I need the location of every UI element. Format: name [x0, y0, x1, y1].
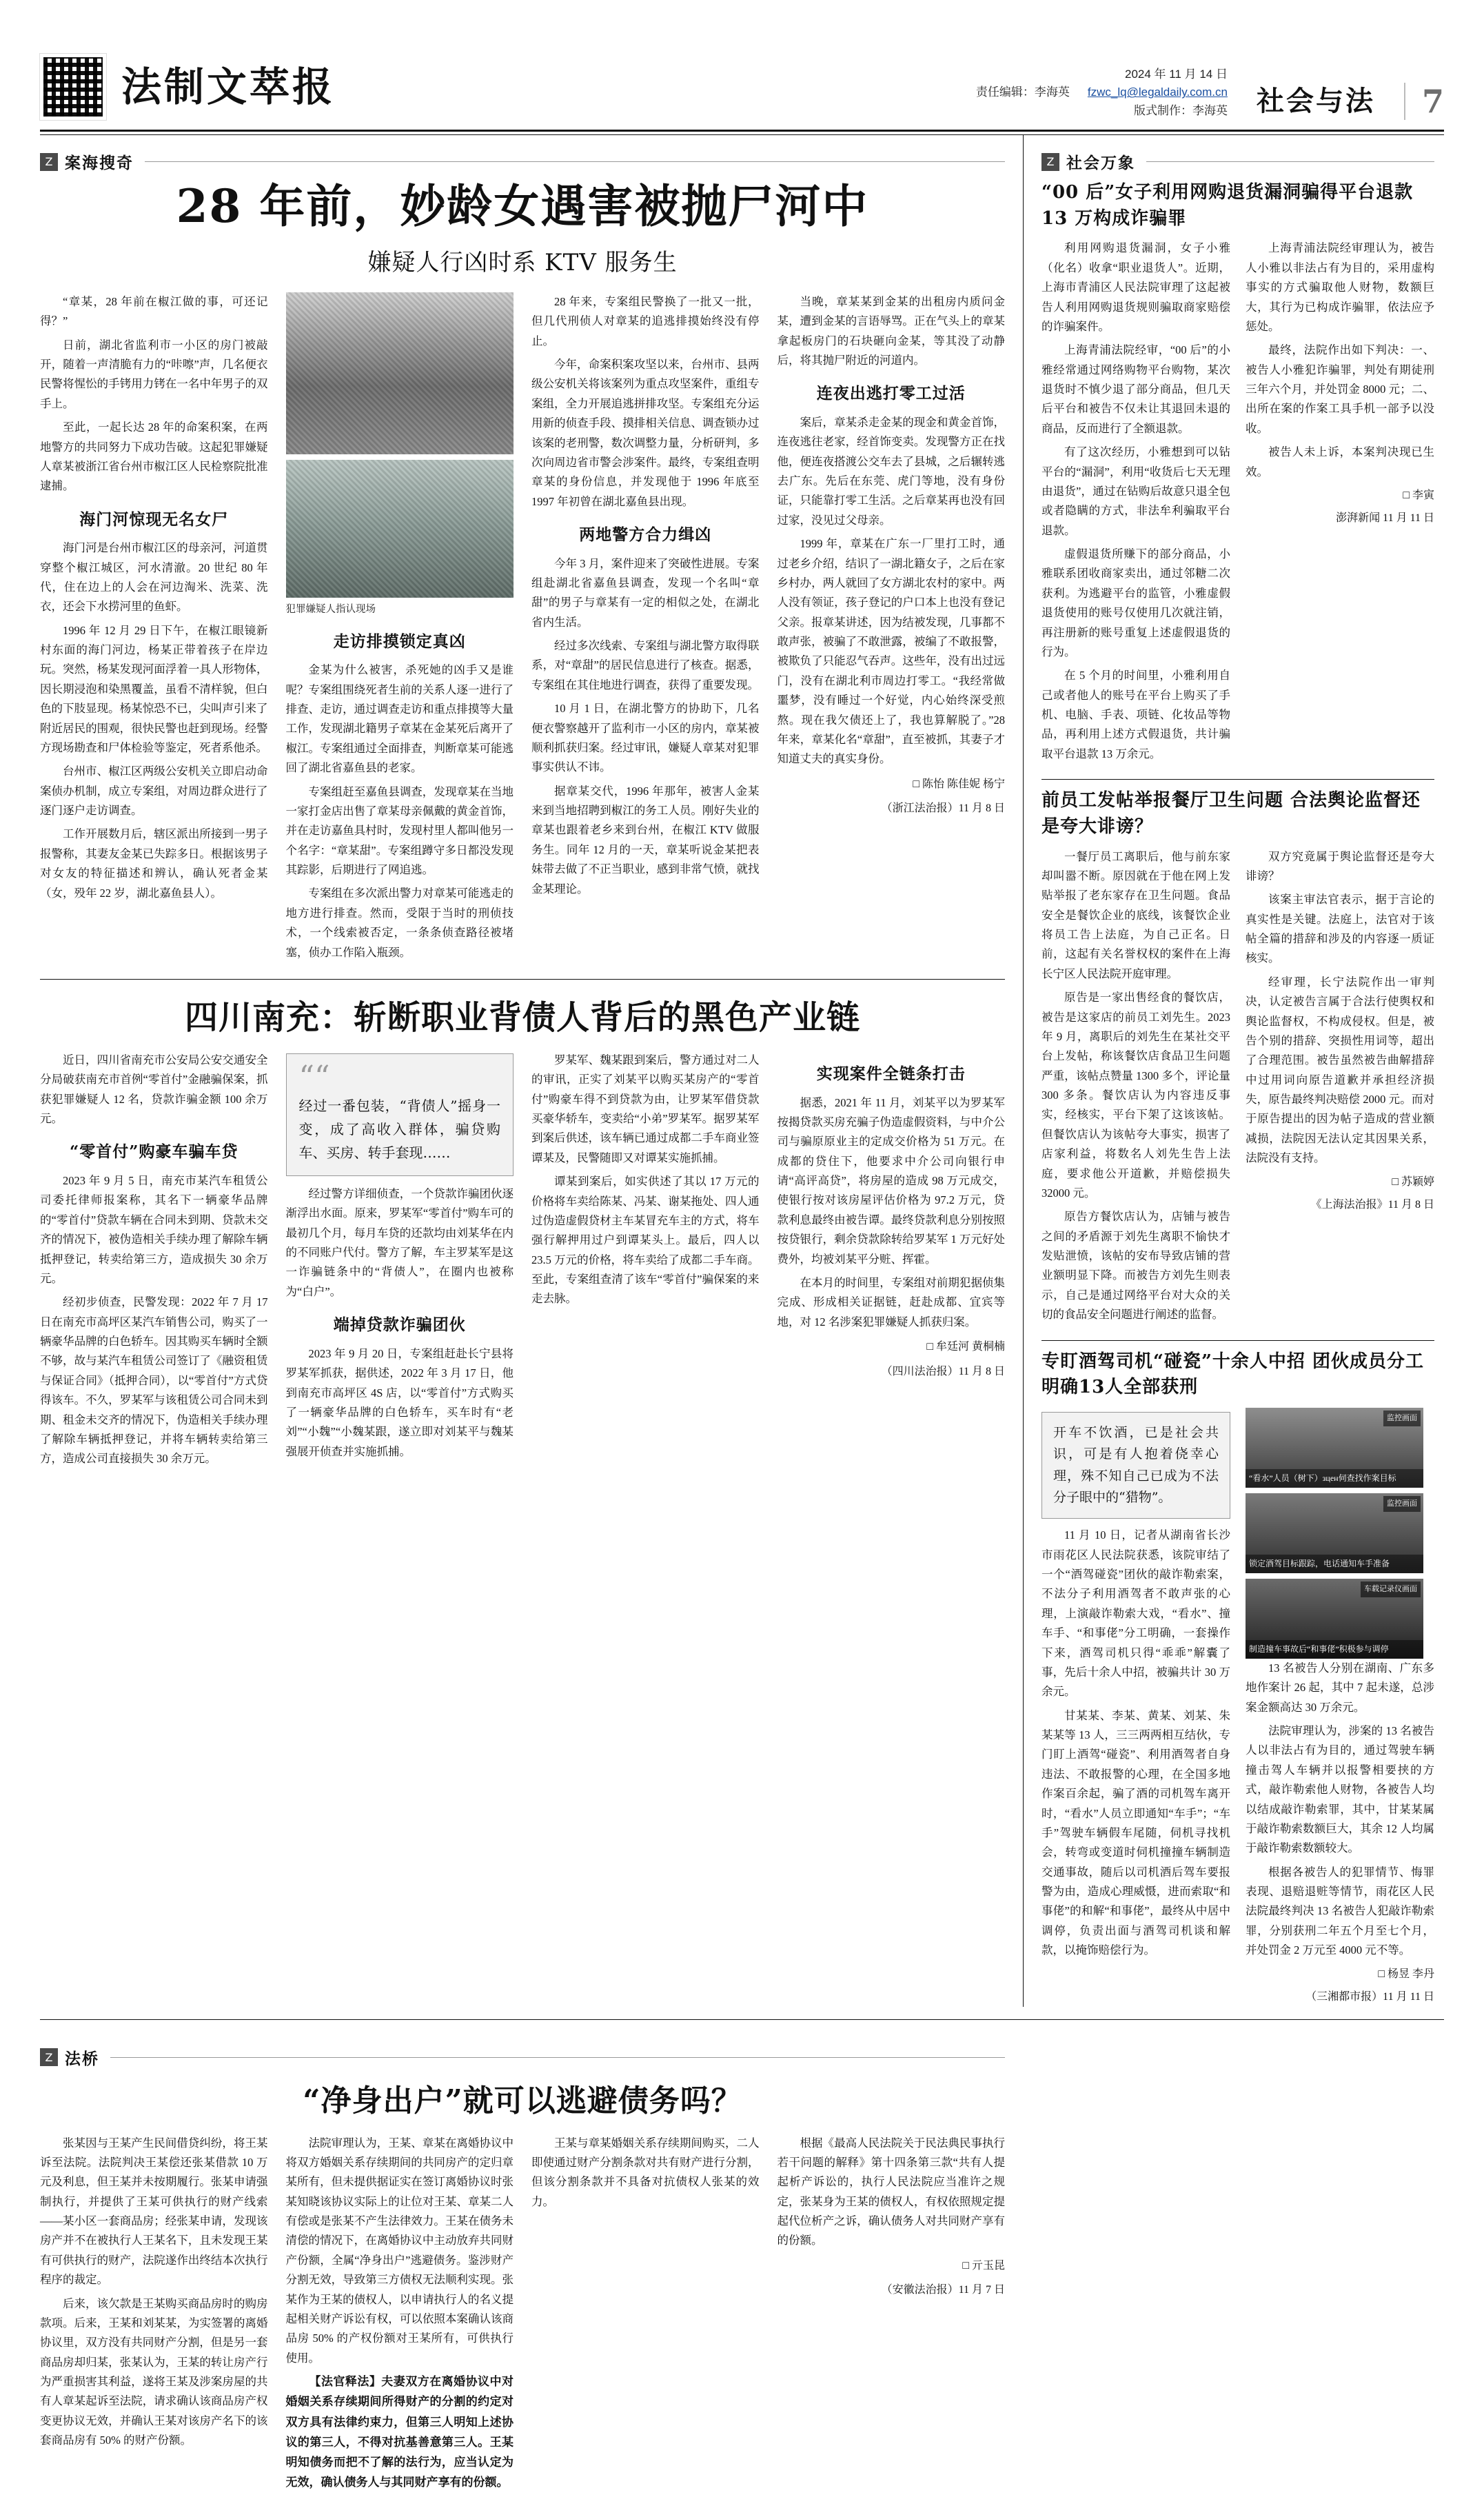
pull-quote — [286, 1053, 514, 1176]
masthead-divider — [40, 130, 1444, 135]
right-a-col-2 — [1246, 239, 1434, 768]
section-title: 社会与法 — [1256, 85, 1375, 117]
lead-byline: □ 陈怡 陈佳妮 杨宁 — [913, 778, 1005, 790]
paragraph: 经过多次线索、专案组与湖北警方取得联系，对“章甜”的居民信息进行了核查。据悉，专案组在其住地进行调查，获得了重要发现。 — [531, 639, 760, 691]
bottom-divider — [40, 2019, 1444, 2020]
page-body — [40, 135, 1444, 2007]
masthead-right — [976, 65, 1444, 120]
paragraph: 在本月的时间里，专案组对前期犯据侦集完成、形成相关证据链，赶赴成都、宜宾等地，对 12 名涉案犯罪嫌疑人抓获归案。 — [777, 1275, 1005, 1328]
second-subtitle-2: 端掉贷款诈骗团伙 — [333, 1315, 466, 1335]
lead-headline: 28 年前，妙龄女遇害被抛尸河中 — [176, 179, 869, 233]
section-divider — [40, 979, 1005, 980]
third-byline: □ 亓玉昆 — [962, 2259, 1005, 2272]
lead-subtitle-1: 海门河惊现无名女尸 — [79, 509, 229, 529]
paragraph: 最终，法院作出如下判决：一、被告人小雅犯诈骗罪，判处有期徒刑三年六个月，并处罚金 8000 元；二、出所在案的作案工具手机一部予以没收。 — [1246, 343, 1434, 435]
right-divider-1 — [1041, 779, 1434, 780]
paragraph: 原告方餐饮店认为，店铺与被告之间的矛盾源于刘先生离职不愉快才发贴泄愤，该帖的安布导致店铺的营业额明显下降。而被告方刘先生则表示，自己是通过网络平台对大众的关切的食品安全问题进行阐述的监督。 — [1041, 1210, 1230, 1322]
third-source: （安徽法治报）11 月 7 日 — [881, 2284, 1005, 2296]
photo-caption: 锁定酒驾目标跟踪，电话通知车手准备 — [1246, 1555, 1423, 1573]
photo-mediation — [1246, 1579, 1423, 1659]
paragraph: 根据各被告人的犯罪情节、悔罪表现、退赔退赃等情节，雨花区人民法院最终判决 13 名被告人犯敲诈勒索罪，分别获刑二年五个月至七个月，并处罚金 2 万元至 4000 元不等。 — [1246, 1865, 1434, 1957]
lead-subtitle-3: 两地警方合力缉凶 — [579, 525, 712, 544]
right-region — [1023, 135, 1434, 2007]
contact-email[interactable]: fzwc_lq@legaldaily.com.cn — [1087, 85, 1228, 99]
lead-col-4 — [777, 292, 1006, 967]
right-a-byline: □ 李寅 — [1403, 489, 1434, 501]
paragraph: 法院审理认为，王某、章某在离婚协议中将双方婚姻关系存续期间的共同房产的定归章某所有，但未提供据证实在签订离婚协议时张某知晓该协议实际上的让位对王某、章某二人有偿或是张某不产生法律效力。王某在债务未清偿的情况下，在离婚协议中主动放弃共同财产份额，全属“净身出户”逃避债务。鉴涉财产分割无效，导致第三方债权无法顺利实现。张某作为王某的债权人，以申请执行人的名义提起相关财产诉讼有权，可以依照本案确认该商品房 50% 的产权份额对王某所有，可供执行使用。 — [285, 2136, 514, 2365]
photo-caption: “看水”人员（树下）зцен伺查找作案目标 — [1246, 1469, 1423, 1488]
right-c-byline: □ 杨昱 李丹 — [1378, 1968, 1434, 1980]
lead-subheadline: 嫌疑人行凶时系 KTV 服务生 — [367, 248, 678, 276]
right-a-columns — [1041, 239, 1434, 768]
paragraph: 该案主审法官表示，据于言论的真实性是关键。法庭上，法官对于该帖全篇的措辞和涉及的内容逐一质证核实。 — [1246, 893, 1434, 965]
lead-source: （浙江法治报）11 月 8 日 — [881, 802, 1005, 815]
photo-tag: 监控画面 — [1383, 1496, 1421, 1512]
publish-date: 2024 年 11 月 14 日 — [1124, 67, 1228, 81]
right-divider-2 — [1041, 1340, 1434, 1341]
second-col-3 — [531, 1051, 760, 1473]
lead-columns — [40, 292, 1005, 967]
photo-tag: 车载记录仪画面 — [1361, 1581, 1421, 1597]
flag-shwx — [1041, 150, 1434, 173]
paragraph: 根据《最高人民法院关于民法典民事执行若干问题的解释》第十四条第三款“共有人提起析产诉讼的，执行人民法院应当准许之规定，张某身为王某的债权人，有权依照规定提起代位析产之诉，确认债务人对共同财产享有的份额。 — [777, 2136, 1005, 2247]
paragraph: 在 5 个月的时间里，小雅利用自己或者他人的账号在平台上购买了手机、电脑、手表、项链、化妆品等物品，再利用上述方式假退货，共计骗取平台退款 13 万余元。 — [1041, 669, 1230, 760]
paragraph: 台州市、椒江区两级公安机关立即启动命案侦办机制，成立专案组，对周边群众进行了逐门逐户走访调查。 — [40, 765, 268, 818]
lead-subtitle-4: 连夜出逃打零工过活 — [816, 384, 966, 403]
third-col-2 — [286, 2134, 514, 2497]
second-byline: □ 牟廷河 黄桐楠 — [926, 1341, 1005, 1353]
paragraph: 海门河是台州市椒江区的母亲河，河道贯穿整个椒江城区，河水清澈。20 世纪 80 年代，住在边上的人会在河边淘米、洗菜、洗衣，还会下水捞河里的鱼虾。 — [40, 541, 268, 614]
paragraph: 上海青浦法院经审，“00 后”的小雅经常通过网络购物平台购物，某次退货时不慎少退了部分商品，但几天后平台和被告不仅未让其退回未退的商品，反而进行了全额退款。 — [1041, 343, 1230, 435]
flag-mark-icon: Z — [40, 153, 58, 171]
right-b-headline: 前员工发帖举报餐厅卫生问题 合法舆论监督还是夸大诽谤？ — [1041, 790, 1421, 837]
paragraph: 利用网购退货漏洞，女子小雅（化名）收拿“职业退货人”。近期，上海市青浦区人民法院审理了这起被告人利用网购退货规则骗取商家赔偿的诈骗案件。 — [1041, 241, 1230, 333]
paragraph: 经初步侦查，民警发现：2022 年 7 月 17 日在南充市高坪区某汽车销售公司，购买了一辆豪华品牌的白色轿车。因其购买车辆时全额不够，故与某汽车租赁公司签订了《融资租赁与保证合同》（抵押合同），以“零首付”方式贷得该车。不久，罗某军与该租赁公司合同未到期、租金未交齐的情况下，伪造相关手续办理了解除车辆抵押登记，并将车辆转卖给第三方，造成公司直接损失 30 余万元。 — [40, 1295, 268, 1466]
paragraph: 法院审理认为，涉案的 13 名被告人以非法占有为目的，通过驾驶车辆撞击驾人车辆并以报警相要挟的方式，敲诈勒索他人财物，各被告人均以结成敲诈勒索罪，其中，甘某某属于敲诈勒索数额巨大，其余 12 人均属于敲诈勒索数额较大。 — [1246, 1724, 1434, 1855]
second-col-2 — [286, 1051, 514, 1473]
paragraph: 据悉，2021 年 11 月，刘某平以为罗某军按揭贷款买房充骗子伪造虚假资料，与中介公司与骗原原业主的定成交价格为 51 万元。在成都的贷住下，他要求中介公司向银行申请“高评高贷”，将房屋的造成 98 万元成交，使银行按对该房屋评估价格为 97.2 万元，贷款利息最终由被告谭。最终贷款利息分别按照按贷银行，剩余贷款除转给罗某军 1 万元好处费外，均被刘某平分赃、挥霍。 — [777, 1095, 1005, 1266]
paragraph: 日前，湖北省监利市一小区的房门被敲开，随着一声清脆有力的“咔嚓”声，几名便衣民警将惺忪的手铐用力铐在一名中年男子的双手上。 — [40, 338, 268, 410]
paragraph: 28 年来，专案组民警换了一批又一批，但几代刑侦人对章某的追逃排摸始终没有停止。 — [531, 294, 760, 347]
right-c-col-2 — [1246, 1408, 1434, 2007]
pull-quote-text: 经过一番包装，“背债人”摇身一变，成了高收入群体，骗贷购车、买房、转手套现…… — [298, 1097, 500, 1161]
right-c-columns — [1041, 1408, 1434, 2007]
paragraph: 金某为什么被害，杀死她的凶手又是谁呢？专案组围绕死者生前的关系人逐一进行了排查、走访，通过调查走访和重点排摸等大量工作，发现湖北籍男子章某在金某死后离开了椒江。专案组通过全面排查，判断章某可能逃回了湖北省嘉鱼县的老家。 — [285, 663, 514, 775]
photo-river-scene — [286, 460, 514, 598]
masthead-left — [40, 54, 335, 120]
flag-fqiao-label: 法桥 — [65, 2049, 99, 2068]
right-c-note: 开车不饮酒，已是社会共识，可是有人抱着侥幸心理，殊不知自己已成为不法分子眼中的“猎物”。 — [1041, 1412, 1230, 1519]
designer-credit: 版式制作：李海英 — [1133, 103, 1228, 117]
paragraph: “章某，28 年前在椒江做的事，可还记得？” — [40, 294, 268, 328]
editor-credit: 责任编辑：李海英 — [975, 85, 1070, 99]
paragraph: 今年 3 月，案件迎来了突破性进展。专案组赴湖北省嘉鱼县调查，发现一个名叫“章甜”的男子与章某有一定的相似之处，在湖北省内生活。 — [531, 556, 760, 629]
flag-fqiao — [40, 2046, 1005, 2069]
second-columns — [40, 1051, 1005, 1473]
right-c-source: （三湘都市报）11 月 11 日 — [1305, 1991, 1434, 2003]
paragraph: 经过警方详细侦查，一个贷款诈骗团伙逐渐浮出水面。原来，罗某军“零首付”购车可的最初几个月，每月车贷的还款均由刘某华在内的不同账户代付。警方了解，车主罗某军是这一诈骗链条中的“背债人”，在圈内也被称为“白户”。 — [285, 1186, 514, 1298]
quote-mark-icon: ““ — [298, 1059, 330, 1095]
third-headline: “净身出户”就可以逃避债务吗？ — [303, 2083, 742, 2119]
second-headline: 四川南充：斩断职业背债人背后的黑色产业链 — [184, 998, 860, 1037]
right-b-col-1 — [1041, 847, 1230, 1329]
paragraph: 上海青浦法院经审理认为，被告人小雅以非法占有为目的，采用虚构事实的方式骗取他人财物，数额巨大，其行为已构成诈骗罪，依法应予惩处。 — [1246, 241, 1434, 333]
lead-col-2 — [286, 292, 514, 967]
paragraph: 后来，该欠款是王某购买商品房时的购房款项。后来，王某和刘某某，为实签署的离婚协议里，双方没有共同财产分割，但是另一套商品房却归某，张某认为，王某的转让房产行为严重损害其利益，遂将王某及涉案房屋的共有人章某起诉至法院，请求确认该商品房产权变更协议无效，并确认王某对该房产名下的该套商品房有 50% 的财产份额。 — [40, 2296, 268, 2447]
paragraph: 张某因与王某产生民间借贷纠纷，将王某诉至法院。法院判决王某偿还张某借款 10 万元及利息，但王某并未按期履行。张某申请强制执行，并提供了王某可供执行的财产线索——某小区一套商品房；经张某申请，发现该房产并不在被执行人王某名下，且未发现王某有可供执行的财产，法院遂作出终结本次执行程序的裁定。 — [40, 2136, 268, 2287]
paragraph: 近日，四川省南充市公安局公安交通安全分局破获南充市首例“零首付”金融骗保案，抓获犯罪嫌疑人 12 名，贷款诈骗金额 100 余万元。 — [40, 1053, 268, 1126]
masthead — [40, 0, 1444, 127]
paper-name: 法制文萃报 — [121, 63, 336, 110]
paragraph: 10 月 1 日，在湖北警方的协助下，几名便衣警察越开了监利市一小区的房内，章某被顺利抓获归案。经过审讯，嫌疑人章某对犯罪事实供认不讳。 — [531, 702, 760, 774]
right-b-source: 《上海法治报》11 月 8 日 — [1310, 1199, 1434, 1211]
paragraph: 经审理，长宁法院作出一审判决，认定被告言属于合法行使舆权和舆论监督权，不构成侵权。但是，被告个别的措辞、突损性用词等，超出了合理范围。被告虽然被告曲解措辞中过用词向原告道歉并承担经济损失，原告最终判决赔偿 2000 元。而对于原告提出的因为帖子造成的营业额减损，法院因无法认定其因果关系，法院没有支持。 — [1246, 975, 1434, 1165]
paragraph: 被告人未上诉，本案判决现已生效。 — [1246, 445, 1434, 478]
paragraph: 2023 年 9 月 5 日，南充市某汽车租赁公司委托律师报案称，其名下一辆豪华品牌的“零首付”贷款车辆在合同未到期、贷款未交齐的情况下，被伪造相关手续办理了解除车辆抵押登记，转卖给第三方，造成损失 30 余万元。 — [40, 1174, 268, 1285]
lead-subtitle-2: 走访排摸锁定真凶 — [333, 631, 466, 651]
paragraph: 一餐厅员工离职后，他与前东家却叫嚣不断。原因就在于他在网上发贴举报了老东家存在卫生问题。食品安全是餐饮企业的底线，该餐饮企业将员工告上法庭，为自己正名。日前，这起有关名誉权权的案件在上海长宁区人民法院开庭审理。 — [1041, 849, 1230, 980]
paragraph: 有了这次经历，小雅想到可以钻平台的“漏洞”，利用“收货后七天无理由退货”，通过在钻购后故意只退全包或者隐瞒的方式，非法牟利骗取平台退款。 — [1041, 445, 1230, 537]
paragraph: 13 名被告人分别在湖南、广东多地作案计 26 起，其中 7 起未遂，总涉案金额高达 30 万余元。 — [1246, 1661, 1434, 1714]
paragraph: 王某与章某婚姻关系存续期间购买，二人即使通过财产分割条款对共有财产进行分割，但该分割条款并不具备对抗债权人张某的效力。 — [531, 2136, 760, 2208]
lead-col-1 — [40, 292, 268, 967]
right-a-headline: “00 后”女子利用网购退货漏洞骗得平台退款 13 万构成诈骗罪 — [1041, 182, 1414, 229]
flag-anhai — [40, 150, 1005, 173]
paragraph: 至此，一起长达 28 年的命案积案，在两地警方的共同努力下成功告破。这起犯罪嫌疑人章某被浙江省台州市椒江区人民检察院批准逮捕。 — [40, 421, 268, 493]
photo-suspect-identification — [286, 292, 514, 454]
third-columns — [40, 2134, 1005, 2497]
paragraph: 专案组在多次派出警力对章某可能逃走的地方进行排查。然而，受限于当时的刑侦技术，一个线索被否定，一条条侦查路径被堵塞，侦办工作陷入瓶颈。 — [285, 887, 514, 959]
paragraph: 当晚，章某某到金某的出租房内质问金某，遭到金某的言语辱骂。正在气头上的章某拿起板房门的石块砸向金某，等其没了动静后，将其抛尸附近的河道内。 — [777, 294, 1005, 367]
third-col-3 — [531, 2134, 760, 2497]
photo-caption: 犯罪嫌疑人指认现场 — [285, 603, 376, 615]
photo-tracking — [1246, 1493, 1423, 1573]
flag-mark-icon: Z — [40, 2048, 58, 2066]
right-b-columns — [1041, 847, 1434, 1329]
paragraph: 1996 年 12 月 29 日下午，在椒江眼镜新村东面的海门河边，杨某正带着孩子在岸边玩。突然，杨某发现河面浮着一具人形物体，因长期浸泡和染黑覆盖，虽看不清样貌，但白色的下肢显现。杨某惊恐不已，尖叫声引来了附近居民的围观，很快民警也赶到现场。经警方现场勘查和尸体检验等鉴定，死者系他杀。 — [40, 623, 268, 754]
flag-anhai-label: 案海搜奇 — [65, 154, 134, 172]
second-subtitle-1: “零首付”购豪车骗车贷 — [70, 1142, 238, 1162]
paragraph: 11 月 10 日，记者从湖南省长沙市雨花区人民法院获悉，该院审结了一个“酒驾碰瓷”团伙的敲诈勒索案，不法分子利用酒驾者不敢声张的心理，上演敲诈勒索大戏，“看水”、撞车手、“和事佬”分工明确，一套操作下来，酒驾司机只得“乖乖”解囊了事，先后十余人中招，被骗共计 30 万余元。 — [1041, 1528, 1230, 1699]
lead-col-3 — [531, 292, 760, 967]
paragraph: 原告是一家出售经食的餐饮店，被告是这家店的前员工刘先生。2023 年 9 月，离职后的刘先生在某社交平台上发帖，称该餐饮店食品卫生问题严重，该帖点赞量 1300 多个，评论量 300 多条。餐饮店认为内容违反事实，经核实，平台下架了这该该帖。但餐饮店认为该帖夸大事实，损害了店家利益，将数名人刘先生告上法庭，要求他公开道歉，并赔偿损失 32000 元。 — [1041, 991, 1230, 1200]
right-c-headline: 专盯酒驾司机“碰瓷”十余人中招 团伙成员分工明确13人全部获刑 — [1041, 1351, 1424, 1398]
second-col-4 — [777, 1051, 1006, 1473]
qr-code-icon — [40, 54, 106, 120]
paragraph: 谭某到案后，如实供述了其以 17 万元的价格将车卖给陈某、冯某、谢某拖处、四人通过伪造虚假贷材主车某冒充车主的方式，将车强行解押用过户到谭某头上。最后，四人以 23.5 万元的价格，将车卖给了成都二手车商。至此，专案组查清了该车“零首付”骗保案的来走去脉。 — [531, 1175, 760, 1306]
right-a-source: 澎湃新闻 11 月 11 日 — [1336, 512, 1434, 525]
photo-caption: 制造撞车事故后“和事佬”积极参与调停 — [1246, 1640, 1423, 1659]
paragraph: 今年，命案积案攻坚以来，台州市、县两级公安机关将该案列为重点攻坚案件，重组专案组，全力开展追逃拼排攻坚。专案组充分运用新的侦查手段、摸排相关信息、调查锁办过该案的老刑警，数次调整力量，分析研判，多次向周边省市警会涉案件。最终，专案组查明章某的身份信息，并发现他于 1996 年底至 1997 年初曾在湖北嘉鱼县出现。 — [531, 358, 760, 508]
second-subtitle-3: 实现案件全链条打击 — [816, 1064, 966, 1083]
flag-shwx-label: 社会万象 — [1066, 154, 1135, 172]
flag-mark-icon: Z — [1041, 153, 1059, 171]
right-c-photo-stack — [1246, 1408, 1434, 1659]
paragraph: 专案组赶至嘉鱼县调查，发现章某在当地一家打金店出售了章某母亲佩戴的黄金首饰，并在走访嘉鱼具村时，发现村里人都叫他另一个名字：“章某甜”。专案组蹲守多日都没发现其踪影，后期进行了网追逃。 — [285, 785, 514, 877]
law-note: 【法官释法】夫妻双方在离婚协议中对婚姻关系存续期间所得财产的分割的约定对双方具有法律约束力，但第三人明知上述协议的第三人，不得对抗基善意第三人。王某明知债务而把不了解的法行为，应当认定为无效，确认债务人与其同财产享有的份额。 — [285, 2375, 514, 2490]
flag-rule — [110, 2057, 1005, 2058]
flag-rule — [1146, 161, 1434, 162]
page-number: 7 — [1404, 83, 1444, 120]
paragraph: 虚假退货所赚下的部分商品，小雅联系团收商家卖出，通过邻糖二次获利。为逃避平台的监管，小雅虚假退货使用的账号仅使用几次就注销，再注册新的账号重复上述虚假退货的行为。 — [1041, 547, 1230, 658]
photo-lookout — [1246, 1408, 1423, 1488]
paragraph: 罗某军、魏某跟到案后，警方通过对二人的审讯，正实了刘某平以购买某房产的“零首付”购豪车得不到贷款为由，让罗某军借贷款买豪华轿车，变卖给“小弟”罗某军。据罗某军到案后供述，该车辆已通过成都二手车商业签谭某及，民警随即又对谭某实施抓捕。 — [531, 1053, 760, 1164]
second-source: （四川法治报）11 月 8 日 — [881, 1365, 1005, 1377]
photo-tag: 监控画面 — [1383, 1411, 1421, 1426]
paragraph: 甘某某、李某、黄某、刘某、朱某某等 13 人，三三两两相互结伙，专门盯上酒驾“碰瓷”、利用酒驾者自身违法、不敢报警的心理，在全国多地作案百余起，骗了酒的司机驾车离开时，“看水”人员立即通知“车手”；“车手”驾驶车辆假车尾随，伺机寻找机会，转弯或变道时伺机撞撞车辆制造交通事故，随后以司机酒后驾车要报警为由，造成心理威慑，进而索取“和事佬”的和解“和事佬”，最终从中居中调停，负责出面与酒驾司机谈和解款，以掩饰赔偿行为。 — [1041, 1708, 1230, 1957]
paragraph: 双方究竟属于舆论监督还是夸大诽谤？ — [1246, 849, 1434, 882]
left-region — [40, 135, 1005, 2007]
right-b-col-2 — [1246, 847, 1434, 1329]
paragraph: 案后，章某杀走金某的现金和黄金首饰，连夜逃往老家，经首饰变卖。发现警方正在找他，便连夜搭渡公交车去了县城，之后辗转逃去广东。先后在东莞、虎门等地，没有身份证，只能靠打零工生活。之后章某再也没有回过家，没见过父母亲。 — [777, 415, 1005, 527]
third-col-4 — [777, 2134, 1006, 2497]
paragraph: 工作开展数月后，辖区派出所接到一男子报警称，其妻友金某已失踪多日。根据该男子对女友的特征描述和辨认，确认死者金某（女，殁年 22 岁，湖北嘉鱼县人）。 — [40, 827, 268, 900]
right-a-col-1 — [1041, 239, 1230, 768]
third-col-1 — [40, 2134, 268, 2497]
paragraph: 2023 年 9 月 20 日，专案组赶赴长宁县将罗某军抓获，据供述，2022 年 3 月 17 日，他到南充市高坪区 4S 店，以“零首付”方式购买了一辆豪华品牌的白色轿车，买车时有“老刘”“小魏”“小魏某跟，遂立即对刘某平与魏某强展开侦查并实施抓捕。 — [285, 1346, 514, 1458]
paragraph: 1999 年，章某在广东一厂里打工时，通过老乡介绍，结识了一湖北籍女子，之后在家乡村办，两人就回了女方湖北农村的家中。两人没有领证，孩子登记的户口本上也没有登记父亲。报章某讲述，因为结被发现，几事都不敢声张，被骗了不敢泄露，被编了不敢报警，被欺负了只能忍气吞声。这些年，没有出过远门，没有在湖北利市周边打零工。“我经常做噩梦，没有睡过一个好觉，内心始终深受煎熬。现在我欠债还上了，我也算解脱了。”28 年来，章某化名“章甜”，直至被抓，其妻子才知道丈夫的真实身份。 — [777, 537, 1005, 766]
paragraph: 据章某交代，1996 年那年，被害人金某来到当地招聘到椒江的务工人员。刚好失业的章某也跟着老乡来到台州，在椒江 KTV 做服务生。同年 12 月的一天，章某听说金某把表妹带去做了不正当职业，感到非常气愤，就找金某理论。 — [531, 784, 760, 896]
bottom-region — [40, 2019, 1444, 2497]
flag-rule — [145, 161, 1005, 162]
right-b-byline: □ 苏颖婷 — [1392, 1175, 1434, 1188]
masthead-meta — [976, 65, 1228, 120]
second-col-1 — [40, 1051, 268, 1473]
right-c-col-1 — [1041, 1408, 1230, 2007]
